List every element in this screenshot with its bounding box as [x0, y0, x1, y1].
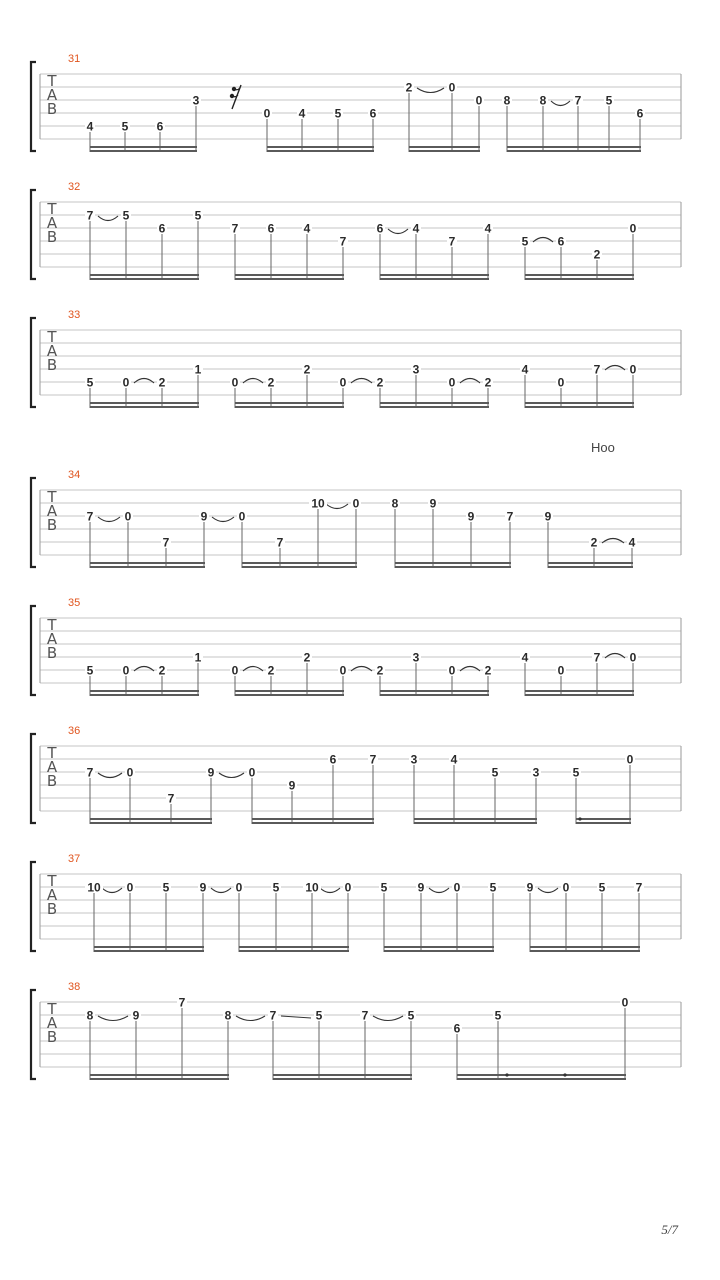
beam-secondary	[548, 566, 633, 568]
tab-clef-letter: B	[46, 516, 58, 534]
beam-primary	[90, 1074, 229, 1076]
fret-number: 5	[407, 1008, 415, 1023]
fret-number: 7	[593, 650, 601, 665]
fret-number: 2	[303, 650, 311, 665]
system-bracket	[31, 606, 36, 695]
slur-tie	[219, 773, 244, 778]
fret-number: 7	[593, 362, 601, 377]
beam-primary	[90, 146, 197, 148]
fret-number: 0	[339, 375, 347, 390]
beam-secondary	[235, 406, 344, 408]
fret-number: 0	[122, 663, 130, 678]
fret-number: 0	[126, 765, 134, 780]
fret-number: 9	[526, 880, 534, 895]
system-bracket	[31, 318, 36, 407]
fret-number: 7	[339, 234, 347, 249]
beam-secondary	[525, 406, 634, 408]
tab-clef-letter: B	[46, 228, 58, 246]
fret-number: 0	[263, 106, 271, 121]
slur-tie	[98, 517, 120, 522]
beam-primary	[384, 946, 494, 948]
fret-number: 7	[86, 509, 94, 524]
fret-number: 9	[199, 880, 207, 895]
beam-secondary	[498, 1078, 626, 1080]
fret-number: 9	[207, 765, 215, 780]
fret-number: 5	[86, 663, 94, 678]
fret-number: 4	[521, 650, 529, 665]
beam-secondary	[90, 694, 199, 696]
slur-tie	[326, 504, 348, 509]
beam-primary	[94, 946, 204, 948]
fret-number: 0	[122, 375, 130, 390]
fret-number: 0	[339, 663, 347, 678]
fret-number: 10	[311, 496, 325, 511]
slur-tie	[388, 229, 408, 234]
fret-number: 3	[412, 362, 420, 377]
fret-number: 3	[192, 93, 200, 108]
tab-clef-letter: T	[47, 616, 57, 634]
fret-number: 9	[288, 778, 296, 793]
fret-number: 8	[86, 1008, 94, 1023]
slur-tie	[98, 216, 118, 221]
tab-clef-letter: T	[47, 328, 57, 346]
tab-clef-letter: B	[46, 900, 58, 918]
fret-number: 6	[158, 221, 166, 236]
fret-number: 7	[86, 208, 94, 223]
fret-number: 5	[489, 880, 497, 895]
beam-secondary	[90, 822, 212, 824]
fret-number: 0	[231, 663, 239, 678]
beam-primary	[576, 818, 631, 820]
fret-number: 5	[162, 880, 170, 895]
measure-number: 35	[68, 597, 81, 609]
fret-number: 9	[429, 496, 437, 511]
fret-number: 0	[626, 752, 634, 767]
fret-number: 0	[562, 880, 570, 895]
fret-number: 7	[269, 1008, 277, 1023]
fret-number: 2	[267, 663, 275, 678]
fret-number: 5	[598, 880, 606, 895]
system-bracket	[31, 478, 36, 567]
slur-tie	[98, 1016, 128, 1021]
beam-primary	[242, 562, 357, 564]
fret-number: 0	[235, 880, 243, 895]
fret-number: 4	[86, 119, 94, 134]
fret-number: 2	[158, 375, 166, 390]
tab-clef-letter: T	[47, 1000, 57, 1018]
beam-primary	[252, 818, 374, 820]
beam-primary	[90, 818, 212, 820]
sixteenth-rest-icon	[230, 85, 241, 109]
beam-secondary	[576, 822, 631, 824]
beam-secondary	[525, 694, 634, 696]
beam-primary	[414, 818, 537, 820]
fret-number: 4	[298, 106, 306, 121]
beam-primary	[457, 1074, 499, 1076]
beam-primary	[395, 562, 511, 564]
fret-number: 7	[276, 535, 284, 550]
slur-tie	[551, 101, 570, 106]
rhythm-dot	[578, 817, 581, 820]
beam-secondary	[525, 278, 634, 280]
fret-number: 2	[484, 663, 492, 678]
fret-number: 7	[369, 752, 377, 767]
system-bracket	[31, 990, 36, 1079]
tab-clef-letter: B	[46, 772, 58, 790]
tab-clef-letter: A	[46, 758, 58, 776]
beam-primary	[525, 402, 634, 404]
tab-clef-letter: B	[46, 644, 58, 662]
measure-number: 34	[68, 469, 81, 481]
tab-clef-letter: B	[46, 356, 58, 374]
fret-number: 4	[521, 362, 529, 377]
fret-number: 1	[194, 650, 202, 665]
fret-number: 0	[475, 93, 483, 108]
tab-clef-letter: B	[46, 100, 58, 118]
fret-number: 5	[494, 1008, 502, 1023]
beam-secondary	[235, 278, 344, 280]
fret-number: 5	[315, 1008, 323, 1023]
fret-number: 0	[448, 80, 456, 95]
fret-number: 5	[521, 234, 529, 249]
fret-number: 7	[167, 791, 175, 806]
system-bracket	[31, 190, 36, 279]
fret-number: 0	[448, 663, 456, 678]
fret-number: 7	[574, 93, 582, 108]
fret-number: 7	[86, 765, 94, 780]
fret-number: 0	[557, 663, 565, 678]
beam-secondary	[239, 950, 349, 952]
fret-number: 5	[380, 880, 388, 895]
fret-number: 5	[122, 208, 130, 223]
slur-tie	[236, 1016, 265, 1021]
slur-tie	[102, 888, 122, 893]
fret-number: 8	[503, 93, 511, 108]
measure-number: 31	[68, 53, 81, 65]
fret-number: 5	[194, 208, 202, 223]
fret-number: 2	[593, 247, 601, 262]
fret-number: 1	[194, 362, 202, 377]
fret-number: 9	[200, 509, 208, 524]
beam-secondary	[409, 150, 480, 152]
beam-secondary	[90, 150, 197, 152]
beam-primary	[380, 274, 489, 276]
beam-secondary	[380, 278, 489, 280]
tab-clef-letter: A	[46, 630, 58, 648]
fret-number: 8	[224, 1008, 232, 1023]
beam-secondary	[380, 694, 489, 696]
system-bracket	[31, 862, 36, 951]
fret-number: 0	[352, 496, 360, 511]
fret-number: 2	[267, 375, 275, 390]
beam-primary	[507, 146, 641, 148]
beam-primary	[235, 274, 344, 276]
fret-number: 5	[491, 765, 499, 780]
beam-primary	[235, 690, 344, 692]
fret-number: 0	[629, 221, 637, 236]
fret-number: 0	[344, 880, 352, 895]
tab-clef-letter: A	[46, 214, 58, 232]
beam-primary	[498, 1074, 626, 1076]
fret-number: 2	[405, 80, 413, 95]
tab-clef-letter: T	[47, 200, 57, 218]
fret-number: 5	[121, 119, 129, 134]
fret-number: 2	[303, 362, 311, 377]
fret-number: 0	[248, 765, 256, 780]
tab-clef-letter: A	[46, 502, 58, 520]
fret-number: 0	[629, 362, 637, 377]
beam-secondary	[380, 406, 489, 408]
fret-number: 0	[448, 375, 456, 390]
fret-number: 4	[450, 752, 458, 767]
tab-clef-letter: T	[47, 744, 57, 762]
fret-number: 0	[126, 880, 134, 895]
beam-secondary	[530, 950, 640, 952]
beam-primary	[409, 146, 480, 148]
fret-number: 0	[238, 509, 246, 524]
beam-primary	[548, 562, 633, 564]
page-number: 5/7	[661, 1222, 678, 1237]
fret-number: 8	[539, 93, 547, 108]
system-bracket	[31, 734, 36, 823]
slur-tie	[538, 888, 558, 893]
fret-number: 2	[376, 375, 384, 390]
slide-line	[281, 1016, 311, 1018]
beam-secondary	[273, 1078, 412, 1080]
slur-tie	[211, 888, 231, 893]
fret-number: 7	[635, 880, 643, 895]
beam-primary	[267, 146, 374, 148]
measure-number: 36	[68, 725, 81, 737]
fret-number: 4	[412, 221, 420, 236]
fret-number: 6	[156, 119, 164, 134]
slur-tie	[417, 88, 444, 93]
fret-number: 6	[636, 106, 644, 121]
fret-number: 4	[303, 221, 311, 236]
system-bracket	[31, 62, 36, 151]
beam-secondary	[90, 1078, 229, 1080]
fret-number: 9	[417, 880, 425, 895]
tab-clef-letter: A	[46, 342, 58, 360]
measure-number: 37	[68, 853, 81, 865]
rhythm-dot	[505, 1073, 508, 1076]
beam-primary	[380, 690, 489, 692]
beam-secondary	[507, 150, 641, 152]
fret-number: 9	[132, 1008, 140, 1023]
tab-clef-letter: A	[46, 886, 58, 904]
beam-secondary	[267, 150, 374, 152]
tab-clef-letter: A	[46, 86, 58, 104]
beam-primary	[239, 946, 349, 948]
fret-number: 0	[124, 509, 132, 524]
fret-number: 6	[376, 221, 384, 236]
beam-secondary	[252, 822, 374, 824]
slur-tie	[320, 888, 340, 893]
fret-number: 10	[87, 880, 101, 895]
beam-secondary	[94, 950, 204, 952]
fret-number: 7	[361, 1008, 369, 1023]
fret-number: 5	[605, 93, 613, 108]
fret-number: 9	[467, 509, 475, 524]
beam-primary	[273, 1074, 412, 1076]
fret-number: 3	[410, 752, 418, 767]
beam-secondary	[384, 950, 494, 952]
fret-number: 6	[267, 221, 275, 236]
beam-primary	[525, 274, 634, 276]
fret-number: 2	[484, 375, 492, 390]
fret-number: 3	[532, 765, 540, 780]
fret-number: 0	[629, 650, 637, 665]
beam-primary	[90, 690, 199, 692]
rhythm-dot	[563, 1073, 566, 1076]
fret-number: 7	[162, 535, 170, 550]
beam-secondary	[414, 822, 537, 824]
fret-number: 4	[628, 535, 636, 550]
measure-number: 32	[68, 181, 81, 193]
beam-secondary	[457, 1078, 499, 1080]
beam-primary	[530, 946, 640, 948]
beam-secondary	[242, 566, 357, 568]
beam-secondary	[235, 694, 344, 696]
fret-number: 3	[412, 650, 420, 665]
fret-number: 0	[557, 375, 565, 390]
fret-number: 9	[544, 509, 552, 524]
measure-number: 38	[68, 981, 81, 993]
beam-secondary	[395, 566, 511, 568]
fret-number: 6	[453, 1021, 461, 1036]
fret-number: 4	[484, 221, 492, 236]
slur-tie	[373, 1016, 403, 1021]
slur-tie	[98, 773, 122, 778]
beam-primary	[525, 690, 634, 692]
beam-secondary	[90, 406, 199, 408]
beam-primary	[90, 562, 205, 564]
fret-number: 10	[305, 880, 319, 895]
fret-number: 2	[158, 663, 166, 678]
fret-number: 2	[590, 535, 598, 550]
tab-clef-letter: A	[46, 1014, 58, 1032]
beam-secondary	[90, 566, 205, 568]
beam-primary	[235, 402, 344, 404]
fret-number: 7	[448, 234, 456, 249]
measure-number: 33	[68, 309, 81, 321]
fret-number: 0	[453, 880, 461, 895]
fret-number: 0	[231, 375, 239, 390]
fret-number: 5	[86, 375, 94, 390]
slur-tie	[429, 888, 449, 893]
fret-number: 7	[178, 995, 186, 1010]
fret-number: 7	[231, 221, 239, 236]
beam-primary	[90, 274, 199, 276]
fret-number: 6	[369, 106, 377, 121]
fret-number: 8	[391, 496, 399, 511]
tab-clef-letter: T	[47, 72, 57, 90]
fret-number: 5	[272, 880, 280, 895]
fret-number: 6	[557, 234, 565, 249]
fret-number: 6	[329, 752, 337, 767]
fret-number: 5	[572, 765, 580, 780]
fret-number: 7	[506, 509, 514, 524]
beam-primary	[380, 402, 489, 404]
tab-clef-letter: T	[47, 488, 57, 506]
fret-number: 5	[334, 106, 342, 121]
slur-tie	[212, 517, 234, 522]
fret-number: 0	[621, 995, 629, 1010]
beam-primary	[90, 402, 199, 404]
fret-number: 2	[376, 663, 384, 678]
tab-clef-letter: T	[47, 872, 57, 890]
beam-secondary	[90, 278, 199, 280]
lyric-text: Hoo	[591, 440, 615, 455]
tab-clef-letter: B	[46, 1028, 58, 1046]
